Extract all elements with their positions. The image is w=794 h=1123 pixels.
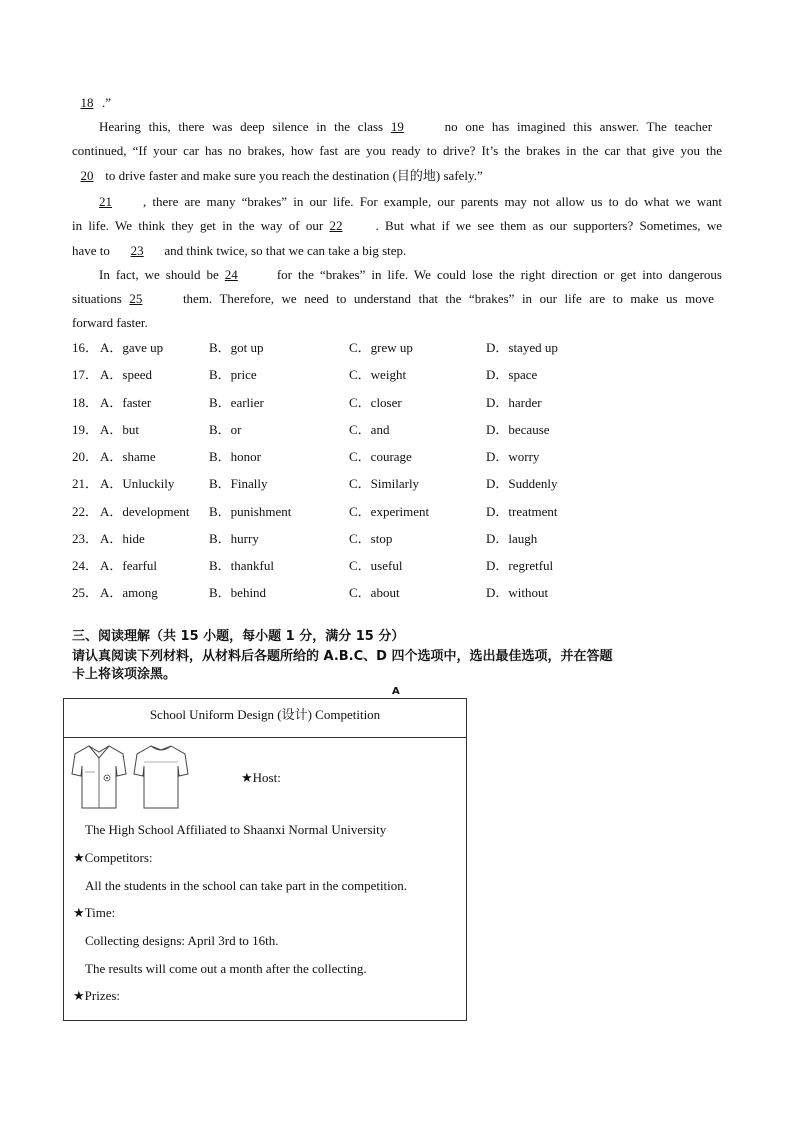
passage-text: and think twice, so that we can take a big step.	[164, 243, 407, 258]
passage-text: continued, “If your car has no brakes, how fast are you ready to drive? It’s the brakes in the car that give you the	[72, 143, 722, 158]
time-label: ★Time:	[73, 905, 116, 920]
host-value: The High School Affiliated to Shaanxi Normal University	[85, 822, 387, 837]
competition-notice	[63, 698, 467, 1021]
blank-21: 21	[99, 194, 112, 209]
option-c[interactable]: C．Similarly	[349, 476, 420, 491]
passage-text: In fact, we should be	[99, 267, 219, 282]
passage-line-18	[72, 95, 722, 111]
passage-line	[99, 194, 722, 210]
option-a[interactable]: A．development	[100, 504, 190, 519]
option-a[interactable]: A．speed	[100, 367, 152, 382]
passage-text: .”	[102, 95, 112, 110]
option-c[interactable]: C．closer	[349, 395, 402, 410]
passage-text: forward faster.	[72, 315, 148, 330]
option-b[interactable]: B．thankful	[209, 558, 274, 573]
blank-23: 23	[130, 243, 144, 258]
passage-line	[72, 243, 722, 259]
option-c[interactable]: C．about	[349, 585, 400, 600]
option-d[interactable]: D．worry	[486, 449, 540, 464]
blank-19: 19	[390, 119, 404, 134]
section-heading: 三、阅读理解（共 15 小题，每小题 1 分，满分 15 分）	[72, 629, 405, 644]
time-results: The results will come out a month after the collecting.	[85, 961, 367, 976]
option-a[interactable]: A．among	[100, 585, 158, 600]
option-a[interactable]: A．but	[100, 422, 140, 437]
question-number: 19．	[72, 422, 99, 437]
prizes-label: ★Prizes:	[73, 988, 121, 1003]
competitors-value: All the students in the school can take part in the competition.	[85, 878, 408, 893]
passage-text: . But what if we see them as our supporters? Sometimes, we	[375, 218, 723, 233]
passage-line	[72, 218, 722, 234]
option-d[interactable]: D．stayed up	[486, 340, 558, 355]
passage-line	[72, 291, 714, 307]
option-d[interactable]: D．treatment	[486, 504, 558, 519]
time-collecting: Collecting designs: April 3rd to 16th.	[85, 933, 279, 948]
passage-line	[72, 168, 722, 184]
option-a[interactable]: A．shame	[100, 449, 156, 464]
option-b[interactable]: B．got up	[209, 340, 264, 355]
option-a[interactable]: A．fearful	[100, 558, 158, 573]
blank-20: 20	[80, 168, 94, 183]
blank-25: 25	[129, 291, 143, 306]
option-b[interactable]: B．hurry	[209, 531, 259, 546]
option-d[interactable]: D．laugh	[486, 531, 538, 546]
option-d[interactable]: D．because	[486, 422, 550, 437]
option-b[interactable]: B．Finally	[209, 476, 268, 491]
passage-text: for the “brakes” in life. We could lose the right direction or get into dangerous	[276, 267, 722, 282]
option-d[interactable]: D．without	[486, 585, 549, 600]
option-a[interactable]: A．Unluckily	[100, 476, 175, 491]
option-c[interactable]: C．courage	[349, 449, 412, 464]
shirt-front-icon	[71, 744, 127, 810]
passage-text: in life. We think they get in the way of our	[72, 218, 324, 233]
passage-line	[72, 315, 722, 331]
option-b[interactable]: B．earlier	[209, 395, 264, 410]
question-number: 21．	[72, 476, 99, 491]
question-number: 16．	[72, 340, 99, 355]
question-number: 20．	[72, 449, 99, 464]
question-number: 17．	[72, 367, 99, 382]
option-d[interactable]: D．harder	[486, 395, 542, 410]
question-number: 24．	[72, 558, 99, 573]
passage-letter: A	[392, 686, 400, 697]
passage-text: , there are many “brakes” in our life. For example, our parents may not allow us to do what we want	[143, 194, 722, 209]
competitors-label: ★Competitors:	[73, 850, 153, 865]
option-c[interactable]: C．experiment	[349, 504, 430, 519]
passage-text: situations	[72, 291, 122, 306]
question-number: 22．	[72, 504, 99, 519]
question-number: 23．	[72, 531, 99, 546]
option-b[interactable]: B．or	[209, 422, 242, 437]
passage-line	[99, 119, 712, 135]
option-b[interactable]: B．behind	[209, 585, 267, 600]
option-a[interactable]: A．gave up	[100, 340, 164, 355]
passage-text: no one has imagined this answer. The teacher	[444, 119, 713, 134]
question-number: 18．	[72, 395, 99, 410]
section-instruction: 请认真阅读下列材料，从材料后各题所给的 A.B.C、D 四个选项中，选出最佳选项，并在答题	[72, 649, 613, 664]
option-a[interactable]: A．hide	[100, 531, 145, 546]
option-c[interactable]: C．stop	[349, 531, 393, 546]
option-b[interactable]: B．honor	[209, 449, 262, 464]
option-d[interactable]: D．space	[486, 367, 538, 382]
passage-text: to drive faster and make sure you reach the destination (目的地) safely.”	[105, 168, 483, 183]
option-c[interactable]: C．useful	[349, 558, 403, 573]
blank-24: 24	[224, 267, 238, 282]
host-label: ★Host:	[241, 770, 281, 785]
option-d[interactable]: D．regretful	[486, 558, 554, 573]
option-b[interactable]: B．price	[209, 367, 257, 382]
option-c[interactable]: C．weight	[349, 367, 407, 382]
passage-text: them. Therefore, we need to understand that the “brakes” in our life are to make us move	[182, 291, 715, 306]
notice-title: School Uniform Design (设计) Competition	[64, 699, 466, 738]
shirt-back-icon	[133, 744, 189, 810]
passage-text: Hearing this, there was deep silence in the class	[99, 119, 384, 134]
passage-line	[72, 143, 722, 159]
option-c[interactable]: C．grew up	[349, 340, 413, 355]
blank-22: 22	[329, 218, 343, 233]
question-number: 25．	[72, 585, 99, 600]
option-c[interactable]: C．and	[349, 422, 390, 437]
option-a[interactable]: A．faster	[100, 395, 152, 410]
option-b[interactable]: B．punishment	[209, 504, 292, 519]
passage-text: have to	[72, 243, 110, 258]
blank-18: 18	[80, 95, 94, 110]
section-instruction-cont: 卡上将该项涂黑。	[72, 667, 177, 682]
passage-line	[99, 267, 722, 283]
option-d[interactable]: D．Suddenly	[486, 476, 558, 491]
